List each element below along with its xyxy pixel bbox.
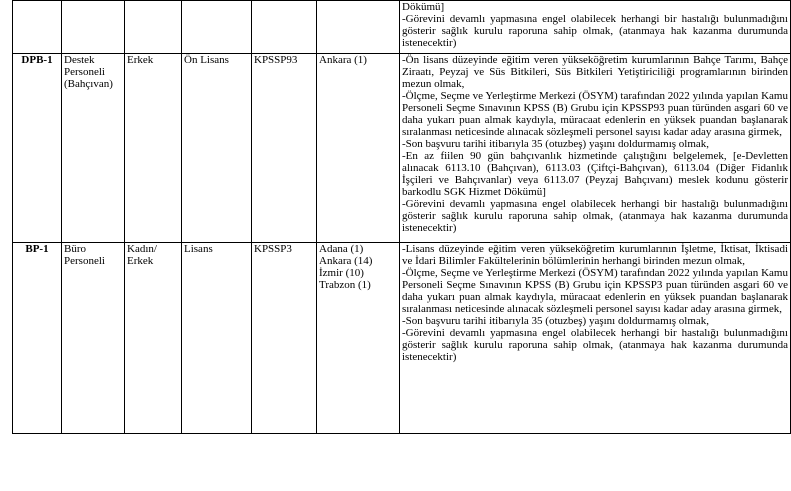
condition-line: -Ölçme, Seçme ve Yerleştirme Merkezi (ÖSYM) tarafından 2022 yılında yapılan Kamu Personeli Seçme Sınavının KPSS (B) Grubu için KPSSP3 puan türünden asgari 60 ve daha yukarı puan almak kaydıyla, müracaat edenlerin en yüksek puandan başlanarak sıralanması neticesinde alınacak sözleşmeli personel sayısı kadar aday arasına girmek, — [402, 267, 788, 315]
title-line: Personeli — [64, 66, 105, 78]
cities — [317, 243, 400, 434]
score-type: KPSSP3 — [252, 243, 317, 434]
title-line: (Bahçıvan) — [64, 78, 113, 90]
gender-line: Erkek — [127, 54, 154, 66]
condition-line: -Görevini devamlı yapmasına engel olabilecek herhangi bir hastalığı bulunmadığını gösterir sağlık kurulu raporuna sahip olmak, (atanmaya hak kazanma durumunda istenecektir) — [402, 327, 788, 363]
education-level: Lisans — [182, 243, 252, 434]
conditions — [400, 1, 791, 54]
table-row — [13, 1, 791, 54]
table-row — [13, 54, 791, 243]
title-line: Personeli — [64, 255, 105, 267]
city-quota: Trabzon (1) — [319, 279, 371, 291]
city-quota: İzmir (10) — [319, 267, 364, 279]
conditions — [400, 243, 791, 434]
position-title — [62, 1, 125, 54]
condition-line: -Son başvuru tarihi itibarıyla 35 (otuzbeş) yaşını doldurmamış olmak, — [402, 138, 710, 150]
city-quota: Adana (1) — [319, 243, 364, 255]
table-row — [13, 243, 791, 434]
position-title — [62, 54, 125, 243]
condition-line: -En az fiilen 90 gün bahçıvanlık hizmetinde çalıştığını belgelemek, [e-Devletten alınacak 6113.10 (Bahçıvan), 6113.03 (Çiftçi-Bahçıvan), 6113.04 (Diğer Fidanlık İşçileri ve Bahçıvanlar) veya 6113.07 (Peyzaj Bahçıvanı) meslek kodunu gösterir barkodlu SGK Hizmet Dökümü] — [402, 150, 788, 198]
requirements-table — [12, 0, 791, 434]
position-code — [13, 1, 62, 54]
position-code: BP-1 — [13, 243, 62, 434]
gender — [125, 243, 182, 434]
score-type — [252, 1, 317, 54]
city-quota: Ankara (14) — [319, 255, 373, 267]
position-code: DPB-1 — [13, 54, 62, 243]
condition-line: -Son başvuru tarihi itibarıyla 35 (otuzbeş) yaşını doldurmamış olmak, — [402, 315, 710, 327]
gender-line: Kadın/ — [127, 243, 157, 255]
title-line: Destek — [64, 54, 95, 66]
condition-line: -Ön lisans düzeyinde eğitim veren yükseköğretim kurumlarının Bahçe Tarımı, Bahçe Ziraatı, Peyzaj ve Süs Bitkileri, Süs Bitkileri Yetiştiriciliği programlarının birinden mezun olmak, — [402, 54, 788, 90]
score-type: KPSSP93 — [252, 54, 317, 243]
condition-line: -Görevini devamlı yapmasına engel olabilecek herhangi bir hastalığı bulunmadığını gösterir sağlık kurulu raporuna sahip olmak, (atanmaya hak kazanma durumunda istenecektir) — [402, 198, 788, 234]
condition-line: -Ölçme, Seçme ve Yerleştirme Merkezi (ÖSYM) tarafından 2022 yılında yapılan Kamu Personeli Seçme Sınavının KPSS (B) Grubu için KPSSP93 puan türünden asgari 60 ve daha yukarı puan almak kaydıyla, müracaat edenlerin en yüksek puandan başlanarak sıralanması neticesinde alınacak sözleşmeli personel sayısı kadar aday arasına girmek, — [402, 90, 788, 138]
education-level — [182, 1, 252, 54]
city-quota: Ankara (1) — [319, 54, 367, 66]
conditions — [400, 54, 791, 243]
gender — [125, 54, 182, 243]
condition-line: -Görevini devamlı yapmasına engel olabilecek herhangi bir hastalığı bulunmadığını gösterir sağlık kurulu raporuna sahip olmak, (atanmaya hak kazanma durumunda istenecektir) — [402, 13, 788, 49]
condition-line: -Lisans düzeyinde eğitim veren yükseköğretim kurumlarının İşletme, İktisat, İktisadi ve İdari Bilimler Fakültelerinin bölümlerinin herhangi birinden mezun olmak, — [402, 243, 788, 267]
position-title — [62, 243, 125, 434]
cities — [317, 54, 400, 243]
gender-line: Erkek — [127, 255, 154, 267]
condition-line: Dökümü] — [402, 1, 445, 13]
title-line: Büro — [64, 243, 86, 255]
cities — [317, 1, 400, 54]
education-level: Ön Lisans — [182, 54, 252, 243]
gender — [125, 1, 182, 54]
